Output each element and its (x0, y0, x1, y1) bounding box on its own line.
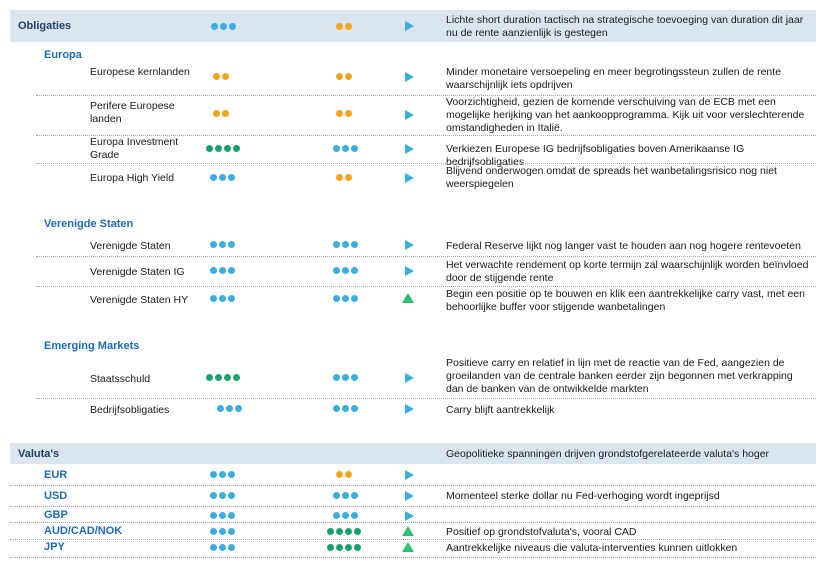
row-comment: Federal Reserve lijkt nog langer vast te houden aan nog hogere rentevoeten (446, 240, 801, 252)
arrow-right-icon (405, 240, 414, 250)
row-label: Verenigde Staten (90, 240, 171, 252)
green-dot (215, 374, 222, 381)
arrow-right-icon (405, 404, 414, 414)
blue-dot (351, 405, 358, 412)
blue-dot (210, 512, 217, 519)
rating-dots (206, 374, 240, 384)
rating-dots (211, 23, 236, 33)
orange-dot (345, 110, 352, 117)
rating-dots (210, 295, 235, 305)
blue-dot (219, 471, 226, 478)
change-dots (336, 471, 352, 481)
comment-valuta: Geopolitieke spanningen drijven grondstofgerelateerde valuta's hoger (446, 448, 770, 460)
rating-dots (210, 241, 235, 251)
green-dot (233, 145, 240, 152)
arrow-right-icon (405, 21, 414, 31)
subsection-title-europa: Europa (44, 49, 82, 61)
currency-label: USD (44, 490, 68, 502)
blue-dot (235, 405, 242, 412)
blue-dot (342, 492, 349, 499)
green-dot (336, 544, 343, 551)
row-divider (36, 286, 816, 287)
orange-dot (336, 23, 343, 30)
row-label: Verenigde Staten HY (90, 294, 189, 306)
arrow-up-icon (402, 526, 414, 536)
row-divider (36, 163, 816, 164)
blue-dot (333, 374, 340, 381)
orange-dot (345, 73, 352, 80)
arrow-right-icon (405, 72, 414, 82)
blue-dot (219, 528, 226, 535)
blue-dot (333, 512, 340, 519)
arrow-right-icon (405, 491, 414, 501)
row-divider (10, 506, 816, 507)
row-comment: Minder monetaire versoepeling en meer begrotingssteun zullen de rente waarschijnlijk iets opdrijven (446, 66, 782, 91)
blue-dot (219, 174, 226, 181)
blue-dot (342, 241, 349, 248)
rating-dots (210, 267, 235, 277)
blue-dot (228, 544, 235, 551)
row-comment: Verkiezen Europese IG bedrijfsobligaties boven Amerikaanse IG bedrijfsobligaties (446, 143, 745, 168)
blue-dot (228, 528, 235, 535)
green-dot (224, 145, 231, 152)
blue-dot (228, 295, 235, 302)
blue-dot (228, 241, 235, 248)
blue-dot (351, 267, 358, 274)
blue-dot (210, 492, 217, 499)
blue-dot (351, 492, 358, 499)
arrow-right-icon (405, 173, 414, 183)
rating-dots (217, 405, 242, 415)
blue-dot (210, 295, 217, 302)
change-dots (327, 544, 361, 554)
blue-dot (342, 295, 349, 302)
blue-dot (219, 492, 226, 499)
change-dots (333, 267, 358, 277)
orange-dot (222, 73, 229, 80)
blue-dot (351, 374, 358, 381)
change-dots (333, 145, 358, 155)
row-label: Perifere Europese landen (90, 100, 175, 125)
row-label: Bedrijfsobligaties (90, 404, 170, 416)
change-dots (333, 512, 358, 522)
blue-dot (228, 512, 235, 519)
blue-dot (342, 267, 349, 274)
row-label: Europa High Yield (90, 172, 175, 184)
blue-dot (333, 295, 340, 302)
blue-dot (342, 405, 349, 412)
green-dot (206, 145, 213, 152)
green-dot (345, 528, 352, 535)
green-dot (354, 544, 361, 551)
orange-dot (336, 73, 343, 80)
change-dots (333, 374, 358, 384)
rating-dots (206, 145, 240, 155)
subsection-title-vs: Verenigde Staten (44, 218, 134, 230)
arrow-right-icon (405, 511, 414, 521)
blue-dot (333, 267, 340, 274)
row-divider (10, 485, 816, 486)
rating-dots (210, 174, 235, 184)
orange-dot (336, 110, 343, 117)
blue-dot (211, 23, 218, 30)
green-dot (327, 544, 334, 551)
green-dot (336, 528, 343, 535)
subsection-title-em: Emerging Markets (44, 340, 140, 352)
green-dot (215, 145, 222, 152)
change-dots (336, 73, 352, 83)
blue-dot (351, 145, 358, 152)
blue-dot (219, 512, 226, 519)
row-divider (10, 539, 816, 540)
row-divider (10, 522, 816, 523)
blue-dot (333, 492, 340, 499)
section-title-obligaties: Obligaties (18, 20, 72, 32)
row-label: Verenigde Staten IG (90, 266, 185, 278)
section-title-valuta: Valuta's (18, 448, 60, 460)
green-dot (224, 374, 231, 381)
row-comment: Positieve carry en relatief in lijn met de reactie van de Fed, aangezien de groeilanden van de centrale banken eerder zijn begonnen met verkrapping dan de banken van de ontwikkelde markten (446, 357, 793, 395)
arrow-up-icon (402, 293, 414, 303)
orange-dot (336, 471, 343, 478)
blue-dot (219, 544, 226, 551)
blue-dot (210, 241, 217, 248)
currency-label: AUD/CAD/NOK (44, 525, 123, 537)
blue-dot (210, 174, 217, 181)
blue-dot (342, 374, 349, 381)
row-label: Europese kernlanden (90, 66, 190, 78)
row-divider (10, 557, 816, 558)
blue-dot (351, 295, 358, 302)
currency-label: EUR (44, 469, 68, 481)
blue-dot (210, 544, 217, 551)
blue-dot (351, 512, 358, 519)
arrow-right-icon (405, 144, 414, 154)
row-comment: Voorzichtigheid, gezien de komende verschuiving van de ECB met een mogelijke herijking van het aankoopprogramma. Kijk uit voor verslechterende omstandigheden in Italië. (446, 96, 805, 134)
green-dot (354, 528, 361, 535)
change-dots (327, 528, 361, 538)
rating-dots (210, 492, 235, 502)
rating-dots (210, 471, 235, 481)
change-dots (336, 23, 352, 33)
rating-dots (210, 528, 235, 538)
rating-dots (210, 544, 235, 554)
row-comment: Positief op grondstofvaluta's, vooral CAD (446, 526, 637, 538)
arrow-right-icon (405, 110, 414, 120)
orange-dot (345, 23, 352, 30)
orange-dot (336, 174, 343, 181)
arrow-up-icon (402, 542, 414, 552)
change-dots (333, 295, 358, 305)
rating-dots (213, 73, 229, 83)
blue-dot (228, 471, 235, 478)
change-dots (336, 174, 352, 184)
row-comment: Begin een positie op te bouwen en klik een aantrekkelijke carry vast, met een behoorlijke buffer voor stijgende wanbetalingen (446, 288, 805, 313)
blue-dot (228, 174, 235, 181)
row-comment: Momenteel sterke dollar nu Fed-verhoging wordt ingeprijsd (446, 490, 720, 502)
blue-dot (351, 241, 358, 248)
row-label: Europa Investment Grade (90, 136, 179, 161)
orange-dot (213, 73, 220, 80)
green-dot (345, 544, 352, 551)
currency-label: JPY (44, 541, 65, 553)
blue-dot (333, 145, 340, 152)
rating-dots (213, 110, 229, 120)
row-comment: Het verwachte rendement op korte termijn zal waarschijnlijk worden beïnvloed door de stijgende rente (446, 259, 809, 284)
orange-dot (345, 471, 352, 478)
blue-dot (333, 241, 340, 248)
blue-dot (210, 267, 217, 274)
blue-dot (228, 267, 235, 274)
blue-dot (342, 145, 349, 152)
blue-dot (220, 23, 227, 30)
change-dots (336, 110, 352, 120)
comment-obligaties: Lichte short duration tactisch na strategische toevoeging van duration dit jaar nu de rente aanzienlijk is gestegen (446, 14, 804, 39)
blue-dot (333, 405, 340, 412)
blue-dot (217, 405, 224, 412)
blue-dot (210, 528, 217, 535)
blue-dot (228, 492, 235, 499)
arrow-right-icon (405, 470, 414, 480)
orange-dot (345, 174, 352, 181)
rating-dots (210, 512, 235, 522)
green-dot (233, 374, 240, 381)
green-dot (327, 528, 334, 535)
blue-dot (219, 295, 226, 302)
change-dots (333, 241, 358, 251)
row-label: Staatsschuld (90, 373, 151, 385)
blue-dot (210, 471, 217, 478)
blue-dot (226, 405, 233, 412)
row-comment: Blijvend onderwogen omdat de spreads het wanbetalingsrisico nog niet weerspiegelen (446, 165, 777, 190)
row-divider (36, 256, 816, 257)
change-dots (333, 492, 358, 502)
arrow-right-icon (405, 266, 414, 276)
row-comment: Aantrekkelijke niveaus die valuta-interventies kunnen uitlokken (446, 542, 738, 554)
row-divider (36, 398, 816, 399)
arrow-right-icon (405, 373, 414, 383)
blue-dot (229, 23, 236, 30)
change-dots (333, 405, 358, 415)
blue-dot (219, 241, 226, 248)
blue-dot (342, 512, 349, 519)
row-comment: Carry blijft aantrekkelijk (446, 404, 555, 416)
blue-dot (219, 267, 226, 274)
green-dot (206, 374, 213, 381)
orange-dot (213, 110, 220, 117)
currency-label: GBP (44, 509, 68, 521)
orange-dot (222, 110, 229, 117)
